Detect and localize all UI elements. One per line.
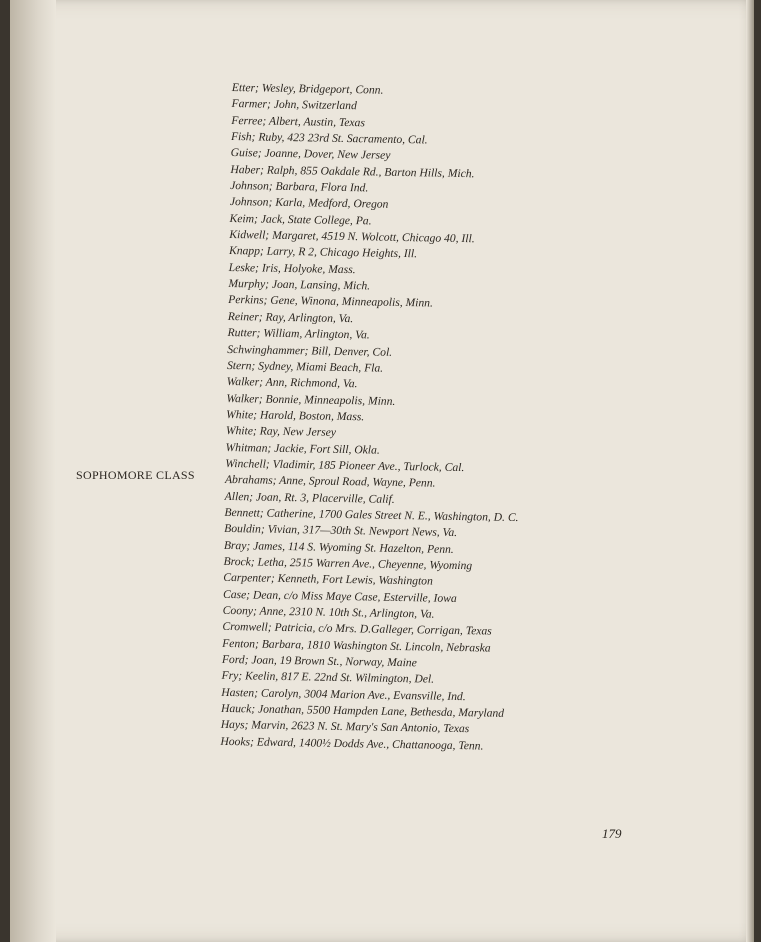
list-item: Knapp; Larry, R 2, Chicago Heights, Ill.	[228, 244, 418, 261]
list-item: Fish; Ruby, 423 23rd St. Sacramento, Cal.	[230, 130, 428, 147]
page-number: 179	[602, 826, 622, 841]
list-item: Etter; Wesley, Bridgeport, Conn.	[231, 80, 384, 97]
list-item: Whitman; Jackie, Fort Sill, Okla.	[225, 440, 380, 457]
list-item: Fry; Keelin, 817 E. 22nd St. Wilmington, Del.	[221, 669, 435, 686]
list-item: Rutter; William, Arlington, Va.	[227, 326, 370, 342]
list-item: Hooks; Edward, 1400½ Dodds Ave., Chattanooga, Tenn.	[220, 734, 484, 753]
list-item: Walker; Bonnie, Minneapolis, Minn.	[226, 391, 396, 408]
list-item: Cromwell; Patricia, c/o Mrs. D.Galleger, Corrigan, Texas	[222, 620, 492, 638]
list-item: Bray; James, 114 S. Wyoming St. Hazelton, Penn.	[223, 538, 454, 556]
list-item: Kidwell; Margaret, 4519 N. Wolcott, Chicago 40, Ill.	[229, 228, 475, 246]
list-item: White; Ray, New Jersey	[225, 424, 337, 440]
list-item: Murphy; Joan, Lansing, Mich.	[228, 277, 371, 293]
list-item: Perkins; Gene, Winona, Minneapolis, Minn.	[228, 293, 434, 311]
list-item: Leske; Iris, Holyoke, Mass.	[228, 260, 356, 276]
list-item: Winchell; Vladimir, 185 Pioneer Ave., Turlock, Cal.	[225, 456, 465, 475]
list-item: Bennett; Catherine, 1700 Gales Street N. E., Washington, D. C.	[224, 505, 519, 525]
list-item: Hays; Marvin, 2623 N. St. Mary's San Antonio, Texas	[220, 718, 470, 736]
list-item: Carpenter; Kenneth, Fort Lewis, Washington	[223, 571, 433, 588]
list-item: Keim; Jack, State College, Pa.	[229, 211, 372, 228]
list-item: Farmer; John, Switzerland	[231, 97, 357, 113]
entry-list	[220, 80, 752, 759]
list-item: Walker; Ann, Richmond, Va.	[226, 375, 358, 391]
list-item: Stern; Sydney, Miami Beach, Fla.	[226, 358, 384, 375]
section-label: SOPHOMORE CLASS	[76, 468, 195, 482]
list-item: White; Harold, Boston, Mass.	[226, 407, 365, 424]
list-item: Johnson; Karla, Medford, Oregon	[229, 195, 389, 212]
list-item: Fenton; Barbara, 1810 Washington St. Lincoln, Nebraska	[222, 636, 491, 655]
list-item: Ferree; Albert, Austin, Texas	[231, 113, 366, 130]
list-item: Haber; Ralph, 855 Oakdale Rd., Barton Hills, Mich.	[230, 162, 475, 180]
list-item: Hauck; Jonathan, 5500 Hampden Lane, Bethesda, Maryland	[220, 701, 505, 720]
list-item: Case; Dean, c/o Miss Maye Case, Esterville, Iowa	[222, 587, 457, 605]
list-item: Ford; Joan, 19 Brown St., Norway, Maine	[221, 652, 417, 670]
list-item: Allen; Joan, Rt. 3, Placerville, Calif.	[224, 489, 395, 506]
list-item: Coony; Anne, 2310 N. 10th St., Arlington, Va.	[222, 603, 435, 621]
list-item: Abrahams; Anne, Sproul Road, Wayne, Penn.	[224, 473, 436, 490]
list-item: Schwinghammer; Bill, Denver, Col.	[227, 342, 393, 359]
list-item: Reiner; Ray, Arlington, Va.	[227, 309, 354, 325]
list-item: Bouldin; Vivian, 317—30th St. Newport News, Va.	[224, 522, 458, 540]
list-item: Hasten; Carolyn, 3004 Marion Ave., Evansville, Ind.	[221, 685, 466, 703]
page-gutter	[10, 0, 56, 942]
book-page	[10, 0, 754, 942]
list-item: Brock; Letha, 2515 Warren Ave., Cheyenne, Wyoming	[223, 554, 473, 573]
list-item: Johnson; Barbara, Flora Ind.	[230, 179, 369, 195]
list-item: Guise; Joanne, Dover, New Jersey	[230, 146, 391, 163]
